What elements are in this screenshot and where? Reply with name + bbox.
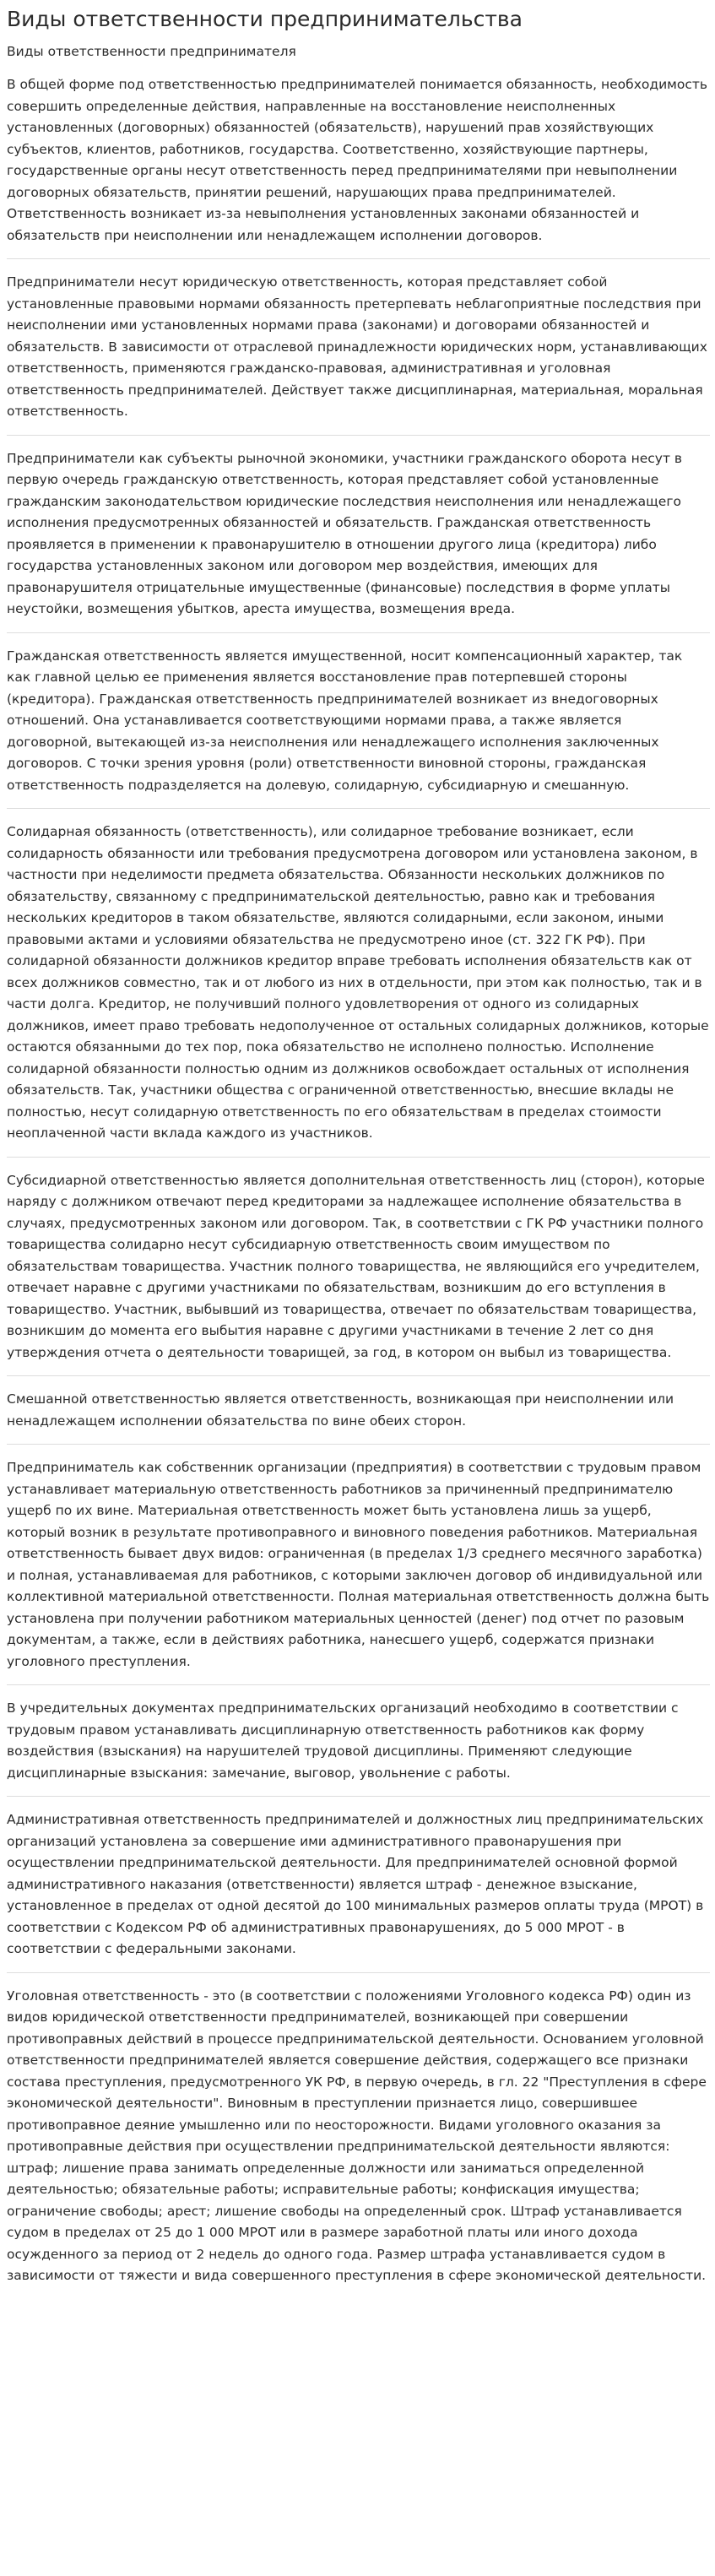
paragraph-criminal-liability: Уголовная ответственность - это (в соответствии с положениями Уголовного кодекса РФ) один из видов юридической ответственности предпринимателей, возникающей при совершении противоправных действий в процессе предпринимательской деятельности. Основанием уголовной ответственности предпринимателей является совершение действия, содержащего все признаки состава преступления, предусмотренного УК РФ, в первую очередь, в гл. 22 "Преступления в сфере экономической деятельности". Виновным в преступлении признается лицо, совершившее противоправное деяние умышленно или по неосторожности. Видами уголовного оказания за противоправные действия при осуществлении предпринимательской деятельности являются: штраф; лишение права занимать определенные должности или заниматься определенной деятельностью; обязательные работы; исправительные работы; конфискация имущества; ограничение свободы; арест; лишение свободы на определенный срок. Штраф устанавливается судом в пределах от 25 до 1 000 МРОТ или в размере заработной платы или иного дохода осужденного за период от 2 недель до одного года. Размер штрафа устанавливается судом в зависимости от тяжести и вида совершенного преступления в сфере экономической деятельности. bbox=[7, 1988, 707, 2283]
paragraph-general-definition: В общей форме под ответственностью предпринимателей понимается обязанность, необходимость совершить определенные действия, направленные на восстановление неисполненных установленных (договорных) обязанностей (обязательств), нарушений прав хозяйствующих субъектов, клиентов, работников, государства. Соответственно, хозяйствующие партнеры, государственные органы несут ответственность перед предпринимателями при невыполнении договорных обязательств, принятии решений, нарушающих права предпринимателей. Ответственность возникает из-за невыполнения установленных законами обязанностей и обязательств при неисполнении или ненадлежащем исполнении договоров. bbox=[7, 74, 710, 259]
paragraph-material-liability: Предприниматель как собственник организации (предприятия) в соответствии с трудовым правом устанавливает материальную ответственность работников за причиненный предпринимателю ущерб по их вине. Материальная ответственность может быть установлена лишь за ущерб, который возник в результате противоправного и виновного поведения работников. Материальная ответственность бывает двух видов: ограниченная (в пределах 1/3 среднего месячного заработка) и полная, устанавливаемая для работников, с которыми заключен договор об индивидуальной или коллективной материальной ответственности. Полная материальная ответственность должна быть установлена при получении работником материальных ценностей (денег) под отчет по разовым документам, а также, если в действиях работника, нанесшего ущерб, содержатся признаки уголовного преступления. bbox=[7, 1457, 710, 1685]
paragraph-joint-liability: Солидарная обязанность (ответственность), или солидарное требование возникает, если солидарность обязанности или требования предусмотрена договором или установлена законом, в частности при неделимости предмета обязательства. Обязанности нескольких должников по обязательству, связанному с предпринимательской деятельностью, равно как и требования нескольких кредиторов в таком обязательстве, являются солидарными, если законом, иными правовыми актами и условиями обязательства не предусмотрено иное (ст. 322 ГК РФ). При солидарной обязанности должников кредитор вправе требовать исполнения обязательств как от всех должников совместно, так и от любого из них в отдельности, при этом как полностью, так и в части долга. Кредитор, не получивший полного удовлетворения от одного из солидарных должников, имеет право требовать недополученное от остальных солидарных должников, которые остаются обязанными до тех пор, пока обязательство не исполнено полностью. Исполнение солидарной обязанности полностью одним из должников освобождает остальных от исполнения обязательств. Так, участники общества с ограниченной ответственностью, внесшие вклады не полностью, несут солидарную ответственность по его обязательствам в пределах стоимости неоплаченной части вклада каждого из участников. bbox=[7, 822, 710, 1158]
paragraph-administrative-liability: Административная ответственность предпринимателей и должностных лиц предпринимательских организаций установлена за совершение ими административного правонарушения при осуществлении предпринимательской деятельности. Для предпринимателей основной формой административного наказания (ответственности) является штраф - денежное взыскание, установленное в пределах от одной десятой до 100 минимальных размеров оплаты труда (МРОТ) в соответствии с Кодексом РФ об административных правонарушениях, до 5 000 МРОТ - в соответствии с федеральными законами. bbox=[7, 1809, 710, 1973]
paragraph-subsidiary-liability: Субсидиарной ответственностью является дополнительная ответственность лиц (сторон), которые наряду с должником отвечают перед кредиторами за надлежащее исполнение обязательства в случаях, предусмотренных законом или договором. Так, в соответствии с ГК РФ участники полного товарищества солидарно несут субсидиарную ответственность своим имуществом по обязательствам товарищества. Участник полного товарищества, не являющийся его учредителем, отвечает наравне с другими участниками по обязательствам, возникшим до его вступления в товарищество. Участник, выбывший из товарищества, отвечает по обязательствам товарищества, возникшим до момента его выбытия наравне с другими участниками в течение 2 лет со дня утверждения отчета о деятельности товарищей, за год, в котором он выбыл из товарищества. bbox=[7, 1170, 710, 1377]
paragraph-civil-compensation: Гражданская ответственность является имущественной, носит компенсационный характер, так как главной целью ее применения является восстановление прав потерпевшей стороны (кредитора). Гражданская ответственность предпринимателей возникает из внедоговорных отношений. Она устанавливается соответствующими нормами права, а также является договорной, вытекающей из-за неисполнения или ненадлежащего исполнения заключенных договоров. С точки зрения уровня (роли) ответственности виновной стороны, гражданская ответственность подразделяется на долевую, солидарную, субсидиарную и смешанную. bbox=[7, 646, 710, 810]
paragraph-disciplinary-liability: В учредительных документах предпринимательских организаций необходимо в соответствии с трудовым правом устанавливать дисциплинарную ответственность работников как форму воздействия (взыскания) на нарушителей трудовой дисциплины. Применяют следующие дисциплинарные взыскания: замечание, выговор, увольнение с работы. bbox=[7, 1698, 710, 1797]
page-subtitle: Виды ответственности предпринимателя bbox=[7, 44, 296, 59]
paragraph-civil-responsibility: Предприниматели как субъекты рыночной экономики, участники гражданского оборота несут в первую очередь гражданскую ответственность, которая представляет собой установленные гражданским законодательством юридические последствия неисполнения или ненадлежащего исполнения предусмотренных обязанностей и обязательств. Гражданская ответственность проявляется в применении к правонарушителю в отношении другого лица (кредитора) либо государства установленных законом или договором мер воздействия, имеющих для правонарушителя отрицательные имущественные (финансовые) последствия в форме уплаты неустойки, возмещения убытков, ареста имущества, возмещения вреда. bbox=[7, 448, 710, 633]
article-body bbox=[7, 74, 710, 2299]
paragraph-legal-responsibility: Предприниматели несут юридическую ответственность, которая представляет собой установленные правовыми нормами обязанность претерпевать неблагоприятные последствия при неисполнении ими установленных нормами права (законами) и договорами обязанностей и обязательств. В зависимости от отраслевой принадлежности юридических норм, устанавливающих ответственность, применяются гражданско-правовая, административная и уголовная ответственность предпринимателей. Действует также дисциплинарная, материальная, моральная ответственность. bbox=[7, 272, 710, 436]
paragraph-mixed-liability: Смешанной ответственностью является ответственность, возникающая при неисполнении или ненадлежащем исполнении обязательства по вине обеих сторон. bbox=[7, 1389, 710, 1445]
page-title: Виды ответственности предпринимательства bbox=[7, 7, 523, 31]
